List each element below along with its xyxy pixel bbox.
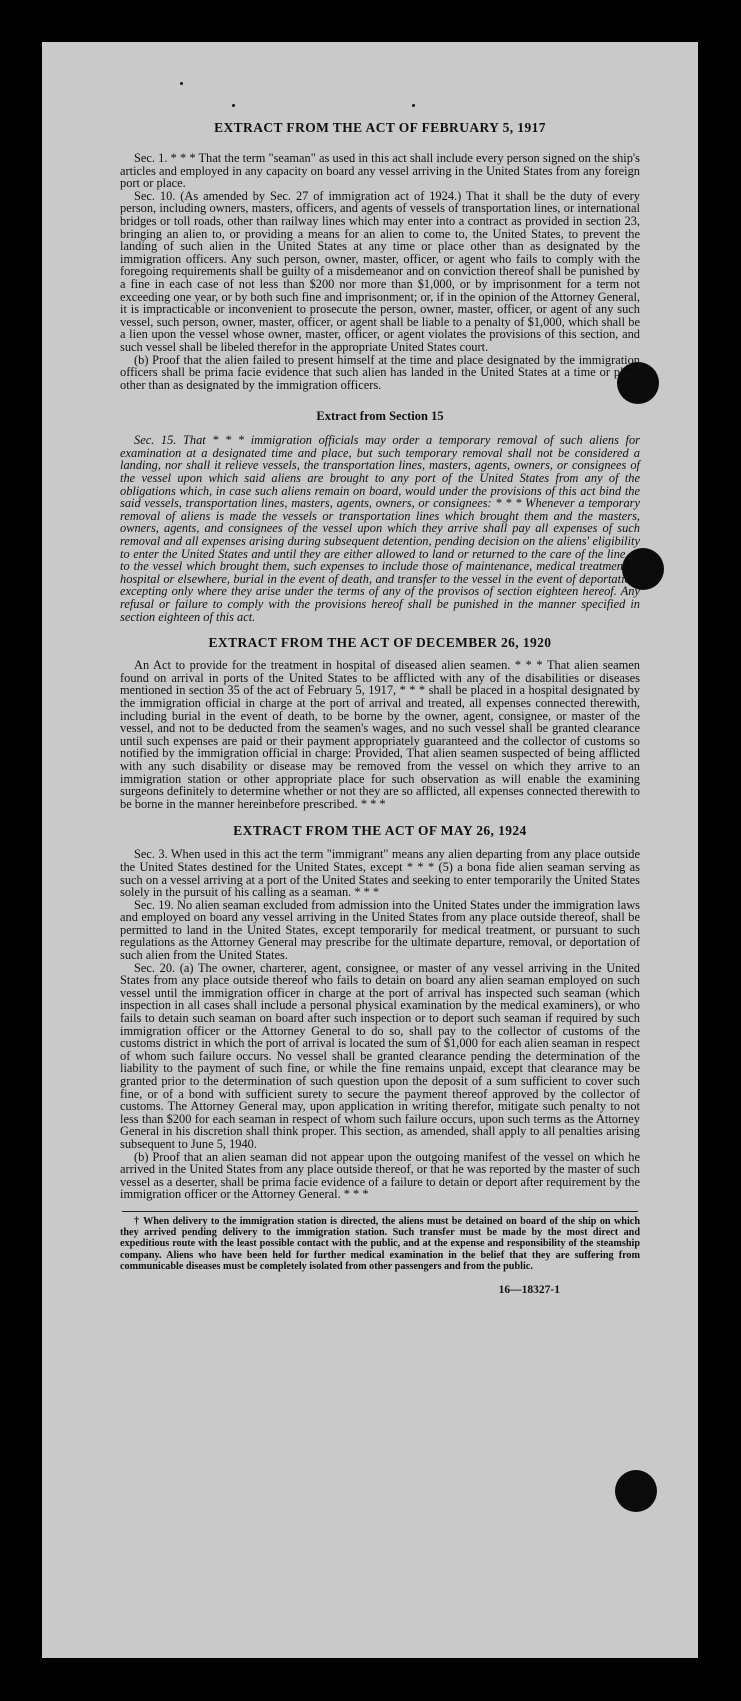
section-20a-paragraph: Sec. 20. (a) The owner, charterer, agent, consignee, or master of any vessel arriving in the United States from any place outside thereof who fails to detain on board any alien seaman employed on such vessel until the immigration officer in charge at the port of arrival has inspected such seaman (which inspection in all cases shall include a personal physical examination by the medical examiners), or who fails to detain such seaman on board after such inspection or to deport such seaman if required by such immigration officer or the Attorney General to do so, shall pay to the collector of customs of the customs district in which the port of arrival is located the sum of $1,000 for each alien seaman in respect of whom such failure occurs. No vessel shall be granted clearance pending the determination of the liability to the payment of such fine, or while the fine remains unpaid, except that clearance may be granted prior to the determination of such question upon the deposit of a sum sufficient to cover such fine, or of a bond with sufficient surety to secure the payment thereof approved by the collector of customs. The Attorney General may, upon application in writing therefor, mitigate such penalty to not less than $200 for each seaman in respect of whom such failure occurs, upon such terms as the Attorney General in his discretion shall think proper. This section, as amended, shall apply to all penalties arising subsequent to June 5, 1940.	[120, 960, 640, 1151]
section-20b-paragraph: (b) Proof that an alien seaman did not appear upon the outgoing manifest of the vessel on which he arrived in the United States from any place outside thereof, or that he was reported by the master of such vessel as a deserter, shall be prima facie evidence of a failure to detain or deport after requirement by the immigration officer or the Attorney General. * * *	[120, 1149, 640, 1202]
heading-act-1917: EXTRACT FROM THE ACT OF FEBRUARY 5, 1917	[214, 120, 546, 135]
heading-act-1924: EXTRACT FROM THE ACT OF MAY 26, 1924	[233, 823, 527, 839]
heading-section-15: Extract from Section 15	[316, 409, 444, 424]
punch-hole	[615, 1470, 657, 1512]
section-19-paragraph: Sec. 19. No alien seaman excluded from admission into the United States under the immigration laws and employed on board any vessel arriving in the United States from any place outside thereof, shall be permitted to land in the United States, except temporarily for medical treatment, or pursuant to such regulations as the Attorney General may prescribe for the ultimate departure, removal, or deportation of such alien from the United States.	[120, 897, 640, 963]
section-15-paragraph: Sec. 15. That * * * immigration officials may order a temporary removal of such aliens for examination at a designated time and place, but such temporary removal shall not be considered a landing, nor shall it relieve vessels, the transportation lines, masters, agents, owners, or consignees of the vessel upon which said aliens are brought to any port of the United States from any of the obligations which, in case such aliens remain on board, would under the provisions of this act bind the said vessels, transportation lines, masters, agents, owners, or consignees: * * * Whenever a temporary removal of aliens is made the vessels or transportation lines which brought them and the masters, owners, agents, and consignees of the vessel upon which they arrive shall pay all expenses of such removal and all expenses arising during subsequent detention, pending decision on the aliens' eligibility to enter the United States and until they are either allowed to land or returned to the care of the line or to the vessel which brought them, such expenses to include those of maintenance, medical treatment in hospital or elsewhere, burial in the event of death, and transfer to the vessel in the event of deportation, excepting only where they arise under the terms of any of the provisos of section eighteen hereof. Any refusal or failure to comply with the provisions hereof shall be punished in the manner specified in section eighteen of this act.	[120, 433, 640, 624]
section-10b-paragraph: (b) Proof that the alien failed to present himself at the time and place designated by the immigration officers shall be prima facie evidence that such alien has landed in the United States at a time or place other than as designated by the immigration officers.	[120, 352, 640, 392]
document-body	[120, 120, 640, 1296]
speck-mark	[180, 82, 183, 85]
footnote: † When delivery to the immigration station is directed, the aliens must be detained on board of the ship on which they arrived pending delivery to the immigration station. Such transfer must be made by the most direct and expeditious route with the least possible contact with the public, and at the expense and responsibility of the steamship company. Aliens who have been held for further medical examination in the belief that they are suffering from communicable diseases must be completely isolated from other passengers and from the public.	[120, 1215, 640, 1272]
speck-mark	[232, 104, 235, 107]
heading-act-1920: EXTRACT FROM THE ACT OF DECEMBER 26, 1920	[208, 635, 552, 651]
speck-mark	[412, 104, 415, 107]
section-1-paragraph: Sec. 1. * * * That the term "seaman" as used in this act shall include every person signed on the ship's articles and employed in any capacity on board any vessel arriving in the United States from any foreign port or place.	[120, 151, 640, 191]
footnote-divider	[122, 1211, 638, 1212]
act-1920-paragraph: An Act to provide for the treatment in hospital of diseased alien seamen. * * * That alien seamen found on arrival in ports of the United States to be afflicted with any of the disabilities or diseases mentioned in section 35 of the act of February 5, 1917, * * * shall be placed in a hospital designated by the immigration official in charge at the port of arrival and treated, all expenses connected therewith, including burial in the event of death, to be borne by the owner, agent, consignee, or master of the vessel, and not to be deducted from the seamen's wages, and no such vessel shall be granted clearance until such expenses are paid or their payment appropriately guaranteed and the collector of customs so notified by the immigration official in charge: Provided, That alien seamen suspected of being afflicted with any such disability or disease may be removed from the vessel on which they arrive to an immigration station or other appropriate place for such observation as will enable the examining surgeons definitely to determine whether or not they are so afflicted, all expenses connected therewith to be borne in the manner hereinbefore prescribed. * * *	[120, 658, 640, 811]
section-10-paragraph: Sec. 10. (As amended by Sec. 27 of immigration act of 1924.) That it shall be the duty of every person, including owners, masters, officers, and agents of vessels of transportation lines, or international bridges or toll roads, other than railway lines which may enter into a contract as provided in section 23, bringing an alien to, or providing a means for an alien to come to, the United States, to prevent the landing of such alien in the United States at any time or place other than as designated by the immigration officers. Any such person, owner, master, officer, or agent who fails to comply with the foregoing requirements shall be guilty of a misdemeanor and on conviction thereof shall be punished by a fine in each case of not less than $200 nor more than $1,000, or by imprisonment for a term not exceeding one year, or by both such fine and imprisonment; or, if in the opinion of the Attorney General, it is impracticable or inconvenient to prosecute the person, owner, master, officer, or agent of any such vessel, such person, owner, master, officer, or agent shall be liable to a penalty of $1,000, which shall be a lien upon the vessel whose owner, master, officer, or agent violates the provisions of this section, and such vessel shall be libeled therefor in the appropriate United States court.	[120, 188, 640, 354]
document-page	[42, 42, 698, 1658]
form-number: 16—18327-1	[498, 1283, 560, 1296]
section-3-paragraph: Sec. 3. When used in this act the term "immigrant" means any alien departing from any place outside the United States destined for the United States, except * * * (5) a bona fide alien seaman serving as such on a vessel arriving at a port of the United States and seeking to enter temporarily the United States solely in the pursuit of his calling as a seaman. * * *	[120, 847, 640, 900]
